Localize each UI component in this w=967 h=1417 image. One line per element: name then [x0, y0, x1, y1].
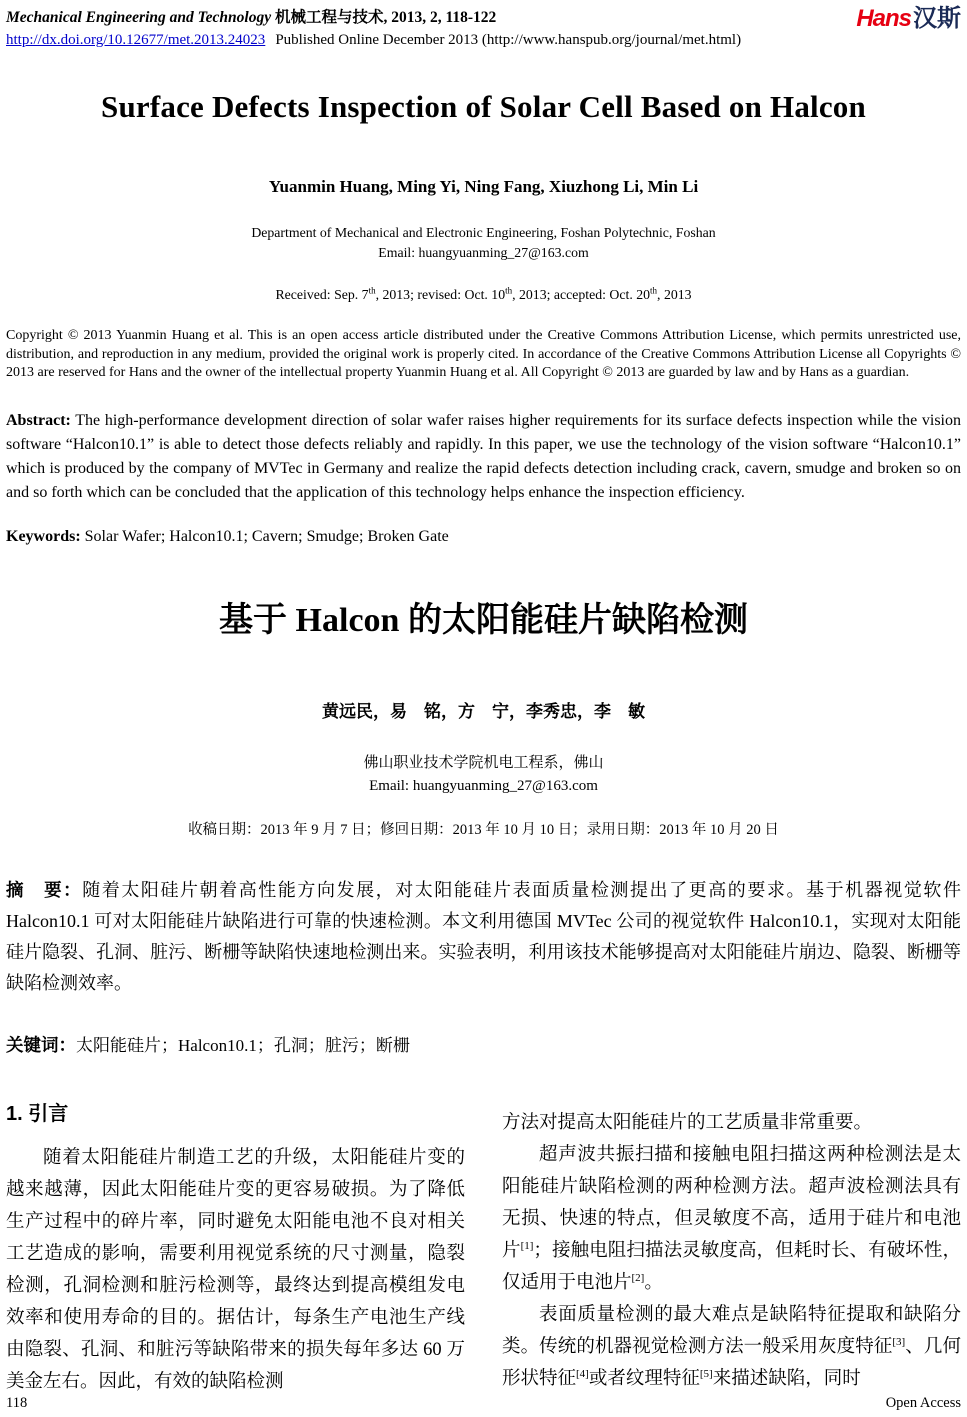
affiliation-block-zh — [6, 752, 961, 798]
affiliation-block-en — [6, 223, 961, 263]
abstract-zh — [6, 875, 961, 999]
ref-citation-2: [2] — [631, 1271, 645, 1284]
ref-citation-4: [4] — [576, 1367, 589, 1380]
page-number: 118 — [6, 1395, 28, 1411]
doi-link[interactable]: http://dx.doi.org/10.12677/met.2013.24023 — [6, 32, 266, 48]
received-part: , 2013 — [657, 287, 692, 302]
keywords-text-en: Solar Wafer; Halcon10.1; Cavern; Smudge; Broken Gate — [80, 527, 449, 545]
abstract-label-zh: 摘 要： — [6, 879, 83, 900]
paragraph-text: 或者纹理特征 — [588, 1368, 700, 1389]
keywords-zh — [6, 1031, 961, 1057]
journal-line — [6, 5, 856, 27]
paper-title-en: Surface Defects Inspection of Solar Cell Based on Halcon — [101, 89, 866, 124]
received-part: Received: Sep. 7 — [275, 287, 369, 302]
ref-citation-3: [3] — [892, 1335, 906, 1348]
doi-line — [6, 32, 856, 49]
abstract-text-zh: 随着太阳硅片朝着高性能方向发展，对太阳能硅片表面质量检测提出了更高的要求。基于机器视觉软件 Halcon10.1 可对太阳能硅片缺陷进行可靠的快速检测。本文利用德国 MVTec 公司的视觉软件 Halcon10.1，实现对太阳能硅片隐裂、孔洞、脏污、断栅等缺陷快速地检测出来。实验表明，利用该技术能够提高对太阳能硅片崩边、隐裂、断栅等缺陷检测效率。 — [6, 879, 961, 993]
journal-title-en: Mechanical Engineering and Technology — [6, 9, 272, 26]
paragraph-text: ；接触电阻扫描法灵敏度高，但耗时长、有破坏性，仅适用于电池片 — [502, 1240, 961, 1293]
intro-paragraph-2 — [502, 1139, 961, 1299]
intro-paragraph-1: 随着太阳能硅片制造工艺的升级，太阳能硅片变的越来越薄，因此太阳能硅片变的更容易破损。为了降低生产过程中的碎片率，同时避免太阳能电池不良对相关工艺造成的影响，需要利用视觉系统的尺寸测量，隐裂检测，孔洞检测和脏污检测等，最终达到提高模组发电效率和使用寿命的目的。据估计，每条生产电池生产线由隐裂、孔洞、和脏污等缺陷带来的损失每年多达 60 万美金左右。因此，有效的缺陷检测 — [6, 1147, 465, 1392]
email-zh: Email: huangyuanming_27@163.com — [369, 777, 598, 794]
keywords-en — [6, 528, 961, 546]
two-column-body — [6, 1097, 961, 1398]
published-info: Published Online December 2013 (http://www.hanspub.org/journal/met.html) — [275, 32, 742, 48]
ordinal-superscript: th — [505, 285, 513, 296]
email-en: Email: huangyuanming_27@163.com — [378, 245, 589, 260]
open-access-label: Open Access — [885, 1395, 961, 1411]
received-part: , 2013; revised: Oct. 10 — [375, 287, 506, 302]
intro-paragraph-3 — [502, 1299, 961, 1395]
ref-citation-5: [5] — [699, 1367, 713, 1380]
column-right — [502, 1097, 961, 1398]
paragraph-text: 。 — [644, 1272, 663, 1293]
ref-citation-1: [1] — [520, 1239, 534, 1252]
paper-title-zh: 基于 Halcon 的太阳能硅片缺陷检测 — [219, 601, 748, 639]
dates-zh: 收稿日期：2013 年 9 月 7 日；修回日期：2013 年 10 月 10 日；录用日期：2013 年 10 月 20 日 — [188, 821, 779, 838]
section-heading-intro: 1. 引言 — [6, 1102, 69, 1125]
affiliation-en: Department of Mechanical and Electronic Engineering, Foshan Polytechnic, Foshan — [251, 225, 716, 240]
paragraph-text: 、几何形状特征 — [502, 1336, 961, 1389]
paragraph-text: 来描述缺陷，同时 — [712, 1368, 861, 1389]
ordinal-superscript: th — [368, 285, 376, 296]
keywords-text-zh: 太阳能硅片；Halcon10.1；孔洞；脏污；断栅 — [76, 1035, 410, 1055]
paragraph-text: 表面质量检测的最大难点是缺陷特征提取和缺陷分类。传统的机器视觉检测方法一般采用灰度特征 — [502, 1304, 961, 1357]
header-text-block — [6, 5, 856, 49]
keywords-label-en: Keywords: — [6, 527, 81, 545]
hans-logo — [856, 5, 961, 31]
hans-logo-wordmark: Hans — [856, 5, 911, 32]
page-footer — [6, 1395, 961, 1412]
copyright-notice: Copyright © 2013 Yuanmin Huang et al. This is an open access article distributed under the Creative Commons Attribution License, which permits unrestricted use, distribution, and reproduction in any medium, provided the original work is properly cited. In accordance of the Creative Commons Attribution License all Copyrights © 2013 are reserved for Hans and the owner of the intellectual property Yuanmin Huang et al. All Copyright © 2013 are guarded by law and by Hans as a guardian. — [6, 328, 961, 381]
paragraph-text: 超声波共振扫描和接触电阻扫描这两种检测法是太阳能硅片缺陷检测的两种检测方法。超声波检测法具有无损、快速的特点，但灵敏度不高，适用于硅片和电池片 — [502, 1144, 961, 1261]
hans-logo-chinese: 汉斯 — [913, 5, 961, 32]
intro-paragraph-1-continued: 方法对提高太阳能硅片的工艺质量非常重要。 — [502, 1112, 873, 1133]
page-header — [6, 5, 961, 49]
column-left — [6, 1097, 465, 1398]
received-part: , 2013; accepted: Oct. 20 — [512, 287, 651, 302]
authors-zh: 黄远民，易 铭，方 宁，李秀忠，李 敏 — [322, 701, 645, 721]
received-line — [6, 287, 961, 303]
abstract-text-en: The high-performance development direction of solar wafer raises higher requirements for its surface defects inspection while the vision software “Halcon10.1” is able to detect those defects reliably and rapidly. In this paper, we use the technology of the vision software “Halcon10.1” which is produced by the company of MVTec in Germany and realize the rapid defects detection including crack, cavern, smudge and broken so on and so forth which can be concluded that the application of this technology helps enhance the inspection efficiency. — [6, 411, 961, 502]
ordinal-superscript: th — [650, 285, 658, 296]
abstract-en — [6, 409, 961, 506]
journal-title-zh: 机械工程与技术, 2013, 2, 118-122 — [271, 9, 497, 26]
abstract-label-en: Abstract: — [6, 411, 71, 429]
authors-en: Yuanmin Huang, Ming Yi, Ning Fang, Xiuzhong Li, Min Li — [268, 177, 699, 196]
affiliation-zh: 佛山职业技术学院机电工程系，佛山 — [363, 754, 604, 771]
keywords-label-zh: 关键词： — [6, 1034, 76, 1055]
